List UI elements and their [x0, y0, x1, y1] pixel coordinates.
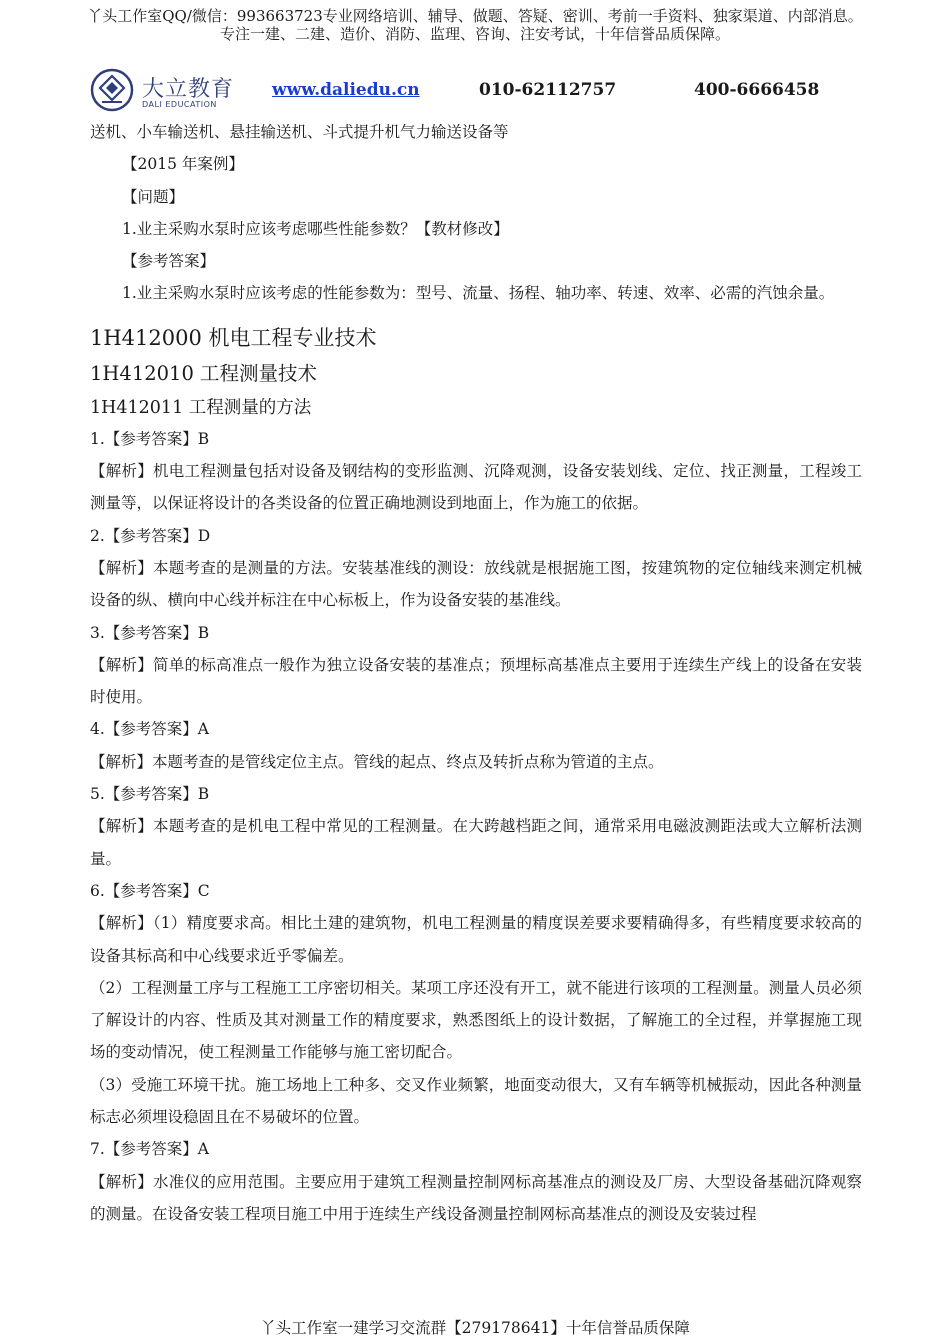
answer-tag: 【参考答案】: [122, 252, 216, 271]
question-1: 1.业主采购水泵时应该考虑哪些性能参数？【教材修改】: [122, 219, 509, 238]
analysis-paragraph: （2）工程测量工序与工程施工工序密切相关。某项工序还没有开工，就不能进行该项的工程测量。测量人员必须了解设计的内容、性质及其对测量工作的精度要求，熟悉图纸上的设计数据，了解施工的全过程，并掌握施工现场的变动情况，使工程测量工作能够与施工密切配合。: [90, 978, 862, 1062]
answer-item: [90, 875, 862, 1133]
answer-key: 5.【参考答案】B: [90, 785, 210, 804]
answer-key: 3.【参考答案】B: [90, 623, 210, 642]
answer-item: [90, 1133, 862, 1230]
answer-key: 4.【参考答案】A: [90, 720, 209, 739]
section-heading-1: 1H412000 机电工程专业技术: [90, 325, 377, 350]
section-heading-3: 1H412011 工程测量的方法: [90, 397, 312, 418]
question-tag: 【问题】: [122, 187, 185, 206]
intro-line: 送机、小车输送机、悬挂输送机、斗式提升机气力输送设备等: [90, 123, 509, 141]
phone-number-2: 400-6666458: [694, 80, 820, 100]
phone-number-1: 010-62112757: [479, 80, 617, 100]
analysis-paragraph: 【解析】机电工程测量包括对设备及钢结构的变形监测、沉降观测，设备安装划线、定位、找正测量，工程竣工测量等，以保证将设计的各类设备的位置正确地测设到地面上，作为施工的依据。: [90, 462, 862, 513]
analysis-paragraph: 【解析】简单的标高准点一般作为独立设备安装的基准点；预埋标高基准点主要用于连续生产线上的设备在安装时使用。: [90, 655, 862, 707]
section-heading-2: 1H412010 工程测量技术: [90, 361, 318, 385]
logo-english-name: DALI EDUCATION: [142, 100, 217, 109]
analysis-paragraph: 【解析】（1）精度要求高。相比土建的建筑物，机电工程测量的精度误差要求要精确得多，有些精度要求较高的设备其标高和中心线要求近乎零偏差。: [90, 914, 862, 965]
dali-logo-icon: [90, 68, 134, 112]
page-header: [90, 66, 880, 114]
answer-key: 2.【参考答案】D: [90, 526, 211, 545]
answer-item: [90, 423, 862, 520]
promo-banner-line-1: 丫头工作室QQ/微信：993663723专业网络培训、辅导、做题、答疑、密训、考前一手资料、独家渠道、内部消息。: [87, 7, 863, 25]
page-footer: 丫头工作室一建学习交流群【279178641】十年信誉品质保障: [260, 1319, 690, 1337]
promo-banner-line-2: 专注一建、二建、造价、消防、监理、咨询、注安考试，十年信誉品质保障。: [219, 25, 730, 43]
answer-item: [90, 713, 862, 778]
analysis-paragraph: 【解析】水准仪的应用范围。主要应用于建筑工程测量控制网标高基准点的测设及厂房、大型设备基础沉降观察的测量。在设备安装工程项目施工中用于连续生产线设备测量控制网标高基准点的测设及安装过程: [90, 1172, 862, 1223]
analysis-paragraph: （3）受施工环境干扰。施工场地上工种多、交叉作业频繁，地面变动很大，又有车辆等机械振动，因此各种测量标志必须埋设稳固且在不易破坏的位置。: [90, 1075, 862, 1127]
answer-key: 6.【参考答案】C: [90, 881, 210, 900]
answer-1: 1.业主采购水泵时应该考虑的性能参数为：型号、流量、扬程、轴功率、转速、效率、必需的汽蚀余量。: [122, 284, 835, 303]
answer-item: [90, 617, 862, 714]
answer-item: [90, 520, 862, 617]
answer-item: [90, 778, 862, 875]
analysis-paragraph: 【解析】本题考查的是机电工程中常见的工程测量。在大跨越档距之间，通常采用电磁波测距法或大立解析法测量。: [90, 817, 862, 868]
case-tag: 【2015 年案例】: [122, 155, 244, 174]
answer-key: 1.【参考答案】B: [90, 429, 210, 448]
dali-logo: [90, 66, 270, 114]
document-body: [90, 116, 862, 1230]
website-link[interactable]: www.daliedu.cn: [272, 80, 420, 100]
logo-chinese-name: 大立教育: [142, 77, 235, 102]
analysis-paragraph: 【解析】本题考查的是管线定位主点。管线的起点、终点及转折点称为管道的主点。: [90, 752, 664, 771]
answer-key: 7.【参考答案】A: [90, 1140, 209, 1159]
analysis-paragraph: 【解析】本题考查的是测量的方法。安装基准线的测设：放线就是根据施工图，按建筑物的定位轴线来测定机械设备的纵、横向中心线并标注在中心标板上，作为设备安装的基准线。: [90, 558, 862, 610]
